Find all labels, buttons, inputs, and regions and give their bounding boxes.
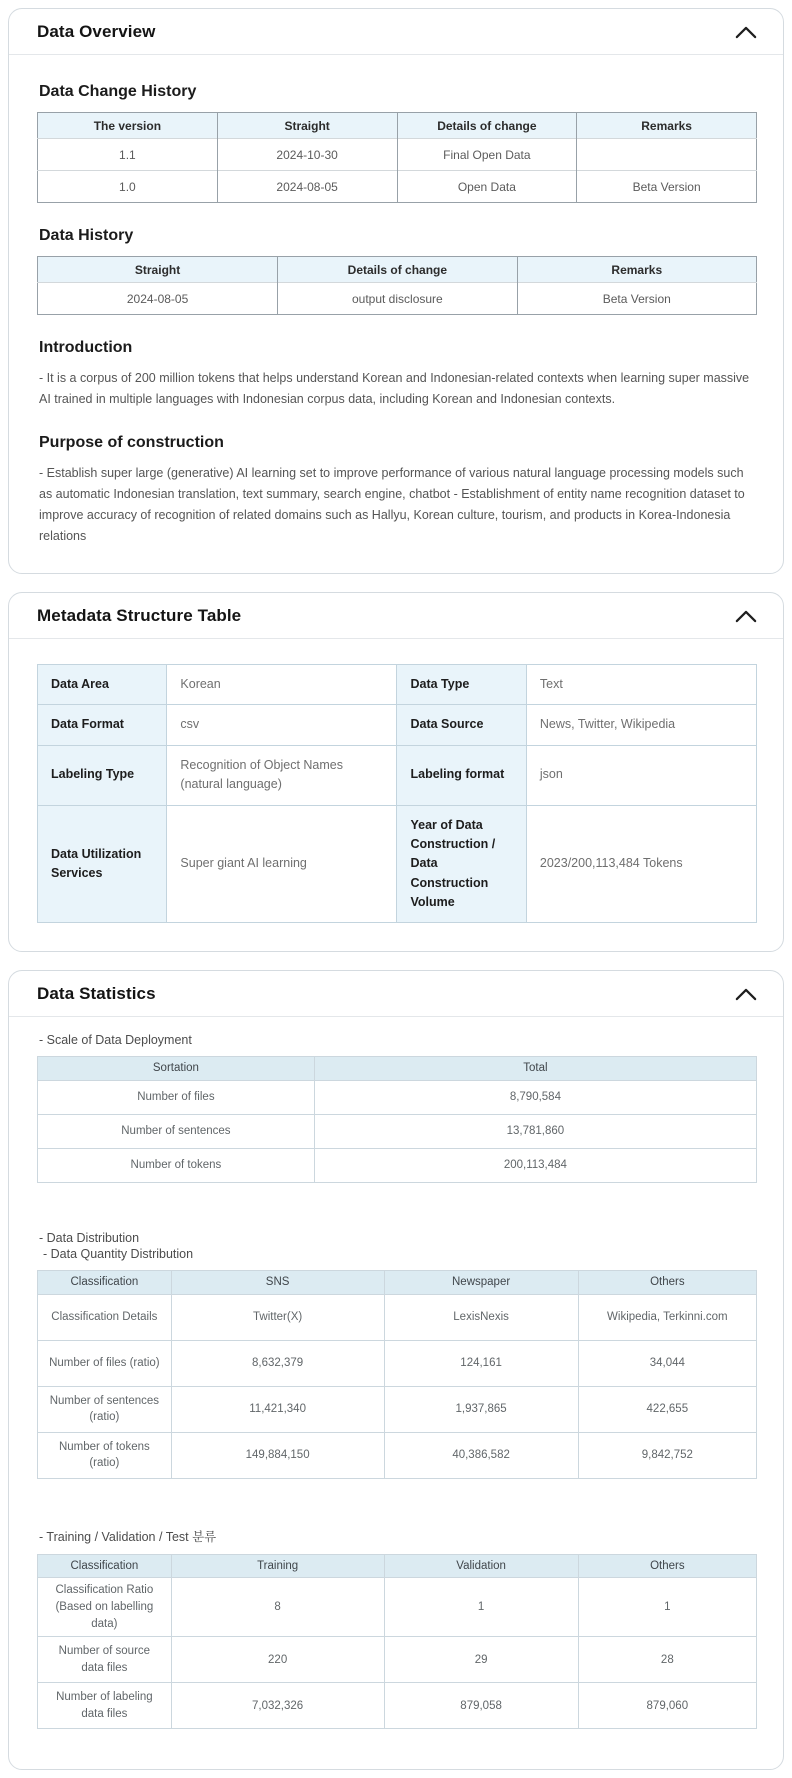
table-cell: 2024-08-05	[38, 283, 278, 315]
table-cell: Text	[526, 665, 756, 705]
table-row	[38, 1340, 757, 1386]
table-row	[38, 283, 757, 315]
table-cell: 13,781,860	[314, 1115, 756, 1149]
label-data-quantity-distribution: - Data Quantity Distribution	[43, 1247, 194, 1262]
table-cell: Number of sentences	[38, 1115, 315, 1149]
data-statistics-header[interactable]	[9, 971, 783, 1017]
row-label-cell: Data Type	[397, 665, 526, 705]
heading-purpose-of-construction: Purpose of construction	[39, 434, 224, 451]
section-title-metadata-structure: Metadata Structure Table	[37, 606, 242, 625]
data-change-history-table	[37, 112, 757, 203]
table-cell: Twitter(X)	[171, 1294, 384, 1340]
table-row	[38, 1115, 757, 1149]
section-title-data-overview: Data Overview	[37, 22, 156, 41]
row-label-cell: Labeling format	[397, 745, 526, 805]
table-cell: Beta Version	[577, 171, 757, 203]
row-label-cell: Labeling Type	[38, 745, 167, 805]
table-cell: 40,386,582	[384, 1432, 578, 1478]
column-header: Total	[314, 1057, 756, 1081]
table-row	[38, 1294, 757, 1340]
data-overview-card	[8, 8, 784, 574]
data-overview-header[interactable]	[9, 9, 783, 55]
chevron-up-icon[interactable]	[735, 26, 757, 39]
table-cell: Number of files (ratio)	[38, 1340, 172, 1386]
data-statistics-body	[9, 1017, 783, 1769]
header-row	[38, 1057, 757, 1081]
table-row	[38, 745, 757, 805]
purpose-text: - Establish super large (generative) AI learning set to improve performance of various natural language processing models such as automatic Indonesian translation, text summary, search engine, chatbot - Establishment of entity name recognition dataset to improve accuracy of recognition of related domains such as Hallyu, Korean culture, tourism, and products in Korea-Indonesia relations	[39, 466, 745, 543]
table-row	[38, 665, 757, 705]
column-header: Straight	[38, 257, 278, 283]
table-cell: 1	[578, 1578, 756, 1637]
column-header: Remarks	[577, 113, 757, 139]
table-cell: 2024-10-30	[217, 139, 397, 171]
table-cell: Open Data	[397, 171, 577, 203]
header-row	[38, 113, 757, 139]
table-row	[38, 805, 757, 923]
column-header: Others	[578, 1271, 756, 1295]
table-row	[38, 1149, 757, 1183]
column-header: Remarks	[517, 257, 756, 283]
table-cell: 1	[384, 1578, 578, 1637]
section-title-data-statistics: Data Statistics	[37, 984, 156, 1004]
table-cell: Super giant AI learning	[167, 805, 397, 923]
table-cell: 200,113,484	[314, 1149, 756, 1183]
table-cell: News, Twitter, Wikipedia	[526, 705, 756, 745]
label-train-validation-test: - Training / Validation / Test 분류	[39, 1529, 217, 1544]
table-row	[38, 1081, 757, 1115]
introduction-text: - It is a corpus of 200 million tokens that helps understand Korean and Indonesian-related contexts when learning super massive AI trained in multiple languages with Indonesian corpus data, including Korean and Indonesian contexts.	[39, 371, 750, 406]
heading-introduction: Introduction	[39, 339, 133, 356]
table-cell: 8,632,379	[171, 1340, 384, 1386]
scale-of-data-deployment-table	[37, 1056, 757, 1183]
table-cell: Classification Ratio (Based on labelling data)	[38, 1578, 172, 1637]
data-statistics-card	[8, 970, 784, 1770]
table-row	[38, 1637, 757, 1683]
column-header: Training	[171, 1554, 384, 1578]
table-row	[38, 1432, 757, 1478]
metadata-structure-body	[9, 639, 783, 951]
heading-data-history: Data History	[39, 227, 134, 244]
metadata-structure-header[interactable]	[9, 593, 783, 639]
table-cell: Final Open Data	[397, 139, 577, 171]
chevron-up-icon[interactable]	[735, 988, 757, 1001]
table-cell: Recognition of Object Names (natural language)	[167, 745, 397, 805]
table-cell: 29	[384, 1637, 578, 1683]
table-row	[38, 1683, 757, 1729]
label-scale-of-data-deployment: - Scale of Data Deployment	[39, 1033, 192, 1048]
data-overview-body	[9, 55, 783, 573]
table-cell: 2023/200,113,484 Tokens	[526, 805, 756, 923]
table-cell: 1.1	[38, 139, 218, 171]
header-row	[38, 257, 757, 283]
table-cell: 8	[171, 1578, 384, 1637]
table-cell: Korean	[167, 665, 397, 705]
column-header: Classification	[38, 1554, 172, 1578]
table-cell: 8,790,584	[314, 1081, 756, 1115]
table-cell: 149,884,150	[171, 1432, 384, 1478]
column-header: SNS	[171, 1271, 384, 1295]
header-row	[38, 1271, 757, 1295]
table-row	[38, 139, 757, 171]
table-cell: 2024-08-05	[217, 171, 397, 203]
row-label-cell: Data Format	[38, 705, 167, 745]
column-header: The version	[38, 113, 218, 139]
row-label-cell: Data Utilization Services	[38, 805, 167, 923]
table-cell: LexisNexis	[384, 1294, 578, 1340]
table-cell: 879,058	[384, 1683, 578, 1729]
chevron-up-icon[interactable]	[735, 610, 757, 623]
column-header: Straight	[217, 113, 397, 139]
heading-data-change-history: Data Change History	[39, 83, 197, 100]
table-cell: 34,044	[578, 1340, 756, 1386]
column-header: Validation	[384, 1554, 578, 1578]
table-cell: 1,937,865	[384, 1386, 578, 1432]
label-data-distribution: - Data Distribution	[39, 1231, 140, 1246]
table-cell: Beta Version	[517, 283, 756, 315]
table-cell: csv	[167, 705, 397, 745]
table-cell: 879,060	[578, 1683, 756, 1729]
table-row	[38, 1578, 757, 1637]
table-cell: Number of labeling data files	[38, 1683, 172, 1729]
row-label-cell: Data Area	[38, 665, 167, 705]
table-cell: 9,842,752	[578, 1432, 756, 1478]
table-cell: 422,655	[578, 1386, 756, 1432]
table-cell: Classification Details	[38, 1294, 172, 1340]
table-cell	[577, 139, 757, 171]
column-header: Details of change	[397, 113, 577, 139]
header-row	[38, 1554, 757, 1578]
data-quantity-distribution-table	[37, 1270, 757, 1479]
table-cell: output disclosure	[278, 283, 517, 315]
row-label-cell: Year of Data Construction / Data Construction Volume	[397, 805, 526, 923]
column-header: Others	[578, 1554, 756, 1578]
table-cell: 220	[171, 1637, 384, 1683]
column-header: Newspaper	[384, 1271, 578, 1295]
table-cell: 124,161	[384, 1340, 578, 1386]
table-cell: Number of tokens (ratio)	[38, 1432, 172, 1478]
column-header: Details of change	[278, 257, 517, 283]
table-cell: Number of sentences (ratio)	[38, 1386, 172, 1432]
table-row	[38, 705, 757, 745]
column-header: Sortation	[38, 1057, 315, 1081]
metadata-table	[37, 664, 757, 923]
row-label-cell: Data Source	[397, 705, 526, 745]
table-cell: Number of tokens	[38, 1149, 315, 1183]
table-cell: 7,032,326	[171, 1683, 384, 1729]
table-cell: Wikipedia, Terkinni.com	[578, 1294, 756, 1340]
table-cell: Number of files	[38, 1081, 315, 1115]
column-header: Classification	[38, 1271, 172, 1295]
table-row	[38, 1386, 757, 1432]
table-cell: json	[526, 745, 756, 805]
metadata-structure-card	[8, 592, 784, 952]
table-row	[38, 171, 757, 203]
data-history-table	[37, 256, 757, 315]
train-validation-test-table	[37, 1554, 757, 1730]
table-cell: 11,421,340	[171, 1386, 384, 1432]
table-cell: 28	[578, 1637, 756, 1683]
table-cell: Number of source data files	[38, 1637, 172, 1683]
table-cell: 1.0	[38, 171, 218, 203]
